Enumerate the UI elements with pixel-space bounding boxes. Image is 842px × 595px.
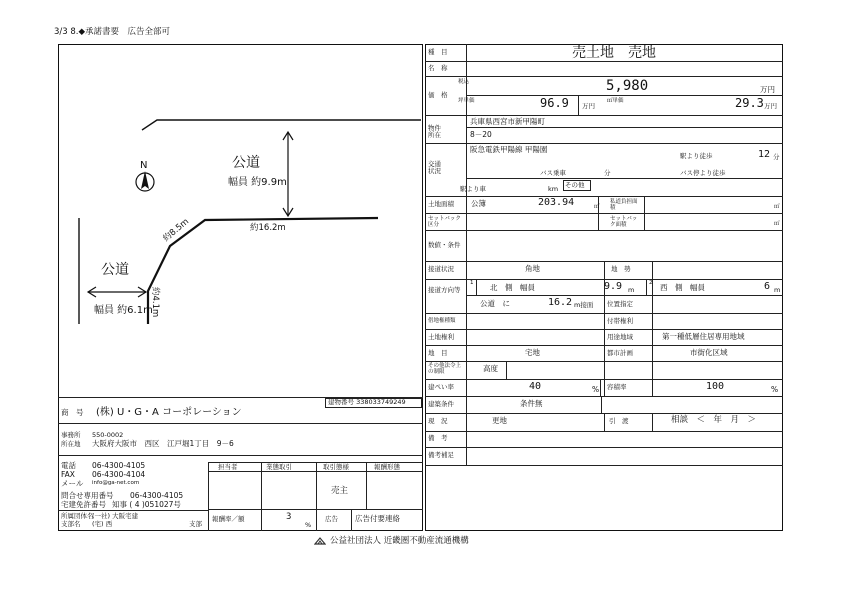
other-label: その他 [565,181,585,189]
license: 知事 ( 4 )051027号 [112,500,181,509]
rights-label: 借地権種類 [428,318,456,324]
road2-direction: 西 側 幅員 [660,283,705,292]
bcr-value: 40 [529,381,542,392]
frontage-value: 16.2 [548,297,573,308]
trade-label: 商 号 [61,408,84,417]
road1-direction: 北 側 幅員 [490,283,535,292]
fee-label: 報酬率／額 [212,515,245,523]
current-value: 更地 [492,416,507,425]
bcr-label: 建ぺい率 [428,383,454,391]
grid-header-torihiki: 取引態様 [323,463,349,471]
land-area-value: 203.94 [538,197,575,208]
location-line1: 兵庫県西宮市新甲陽町 [470,117,545,126]
assoc-label: 所属団体名 [61,512,94,520]
handover-value: 相談 ＜ 年 月 ＞ [671,415,757,425]
transit-line: 阪急電鉄甲陽線 甲陽園 [470,145,548,154]
road2-unit: m [774,286,781,294]
address: 大阪府大阪市 西区 江戸堀1丁目 9－6 [92,439,234,448]
price-value: 5,980 [606,78,649,94]
road2-number: 2 [649,280,653,286]
land-area-kind: 公簿 [471,199,486,208]
dim-top: 約16.2m [250,223,286,233]
road-left-width: 幅員 約6.1m [94,305,153,316]
location-line2: 8－20 [470,130,492,139]
postal: 550-0002 [92,431,124,439]
building-code: 建物番号 338033749249 [328,398,406,406]
setback-area-label: セットバック面積 [610,216,638,229]
grid-header-tantou: 担当者 [218,463,238,471]
ad-value: 広告付要連絡 [355,514,400,523]
from-station-label: 駅より車 [460,185,486,193]
page-header: 3/3 8.◆承諾書要 広告全部可 [54,27,171,37]
mail-label: メール [61,479,84,488]
land-rights-label: 土地権利 [428,333,454,341]
handover-label: 引 渡 [609,417,629,425]
tsubo-label: 坪単価 [458,98,475,104]
association-logo-icon [314,536,326,546]
bcr-unit: % [592,385,600,394]
remarks-label: 備 考 [428,434,448,442]
fax-label: FAX [61,470,75,479]
north-label: N [140,160,148,171]
price-label: 価 格 [428,91,448,99]
height-label: その他法令上の制限 [428,363,462,376]
sqm-price-label: ㎡単価 [607,98,624,104]
office-label: 事務所 [61,431,81,439]
frontage-unit: m接面 [574,301,594,309]
road-direction-label: 接道方向等 [428,286,461,294]
tsubo-value: 96.9 [540,96,569,110]
type-value: 売土地 売地 [572,45,656,61]
trade-name: (株) U・G・A コーポレーション [96,407,242,418]
land-area-unit: ㎡ [594,204,600,210]
mail: info@ga-net.com [92,480,140,486]
condition-value: 条件無 [520,399,543,408]
chimoku-label: 地 目 [428,349,448,357]
contact-label: 問合せ専用番号 [61,491,114,500]
city-plan-value: 市街化区域 [690,348,728,357]
price-unit: 万円 [760,85,775,94]
figures-label: 数値・条件 [428,241,461,249]
sqm-price-value: 29.3 [735,96,764,110]
far-label: 容積率 [607,383,627,391]
road-left-label: 公道 [101,262,129,278]
bus-stop-label: バス停より徒歩 [680,169,726,177]
tel-label: 電話 [61,461,76,470]
chimoku-value: 宅地 [525,348,540,357]
location-label: 物件所在 [428,124,441,139]
road1-number: 1 [470,280,474,286]
road-status-label: 接道状況 [428,265,454,273]
private-road-label: 私道負担面積 [610,199,638,212]
traffic-label: 交通状況 [428,160,441,175]
site-map [60,46,421,398]
grid-header-houshu: 報酬形態 [374,463,400,471]
position-label: 位置指定 [607,300,633,308]
branch: (宅) 西 [92,520,113,528]
road-top-label: 公道 [232,155,260,171]
trade-mode: 売主 [331,486,349,496]
fee-value: 3 [286,512,292,522]
footer-association: 公益社団法人 近畿圏不動産流通機構 [330,536,469,546]
road1-unit: m [628,286,635,294]
setback-area-unit: ㎡ [774,221,780,227]
current-label: 現 況 [428,417,448,425]
contact: 06-4300-4105 [130,491,184,500]
private-road-unit: ㎡ [774,204,780,210]
dim-diagonal: 約8.5m [161,216,192,244]
type-label: 種 目 [428,48,448,56]
city-plan-label: 都市計画 [607,349,633,357]
far-unit: % [771,385,779,394]
km-unit: km [548,185,559,193]
setback-label: セットバック区分 [428,216,461,229]
compass-icon [136,171,154,191]
tel: 06-4300-4105 [92,461,146,470]
dim-side: 約4.1m [150,287,160,318]
bus-minutes: 分 [604,169,611,177]
attached-label: 付帯権利 [607,317,633,325]
road2-width: 6 [764,281,771,292]
tsubo-unit: 万円 [582,102,595,110]
license-label: 宅建免許番号 [61,500,106,509]
zoning-label: 用途地域 [607,333,633,341]
height-value: 高度 [483,364,498,373]
bus-label: バス乗車 [540,169,566,177]
price-sub: 税込 [458,79,470,85]
frontage-kind: 公道 に [480,299,510,308]
branch-label: 支部名 [61,520,81,528]
land-area-label: 土地面積 [428,200,454,208]
ad-label: 広告 [325,515,338,523]
road-top-width: 幅員 約9.9m [228,177,287,188]
zoning-value: 第一種低層住居専用地域 [662,332,745,341]
walk-unit: 分 [773,153,780,161]
address-label: 所在地 [61,440,81,448]
road-status-value: 角地 [525,264,540,273]
name-label: 名 称 [428,64,448,72]
far-value: 100 [706,381,725,392]
condition-label: 建築条件 [428,400,454,408]
walk-value: 12 [758,149,771,160]
road1-width: 9.9 [604,281,623,292]
terrain-label: 地 勢 [611,265,631,273]
fax: 06-4300-4104 [92,470,146,479]
sqm-price-unit: 万円 [764,102,777,110]
grid-header-gyoutai: 業態取引 [266,463,292,471]
remarks-supplement-label: 備考補足 [428,451,454,459]
walk-label: 駅より徒歩 [680,152,713,160]
branch-suffix: 支部 [189,520,202,528]
fee-unit: % [305,521,312,529]
assoc: (一社) 大阪宅建 [92,512,139,520]
